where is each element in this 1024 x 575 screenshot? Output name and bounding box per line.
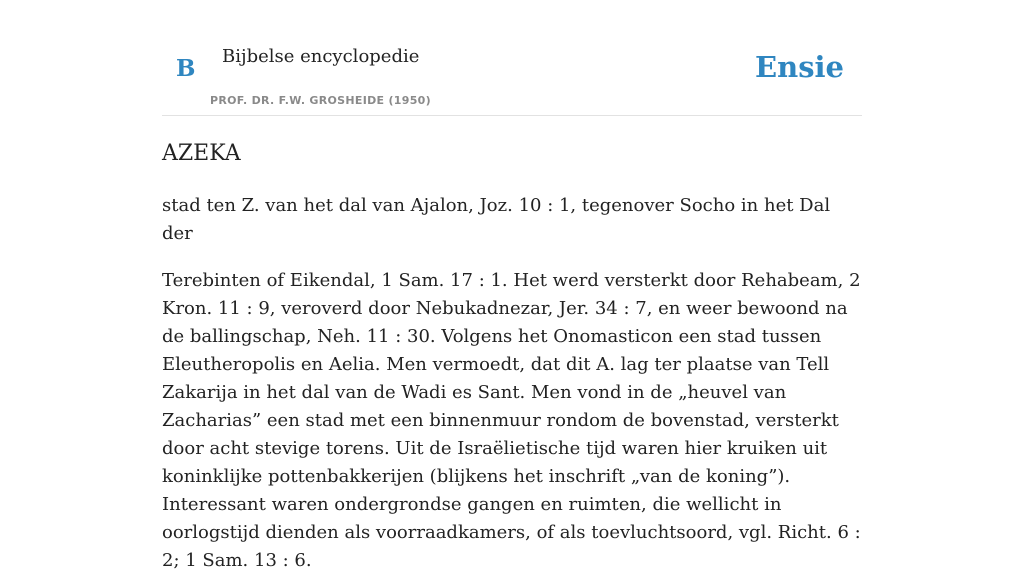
brand-logo[interactable]: Ensie [755,50,844,84]
article-paragraph: stad ten Z. van het dal van Ajalon, Joz. 10 : 1, tegenover Socho in het Dal der [162,195,831,244]
article-paragraph: Terebinten of Eikendal, 1 Sam. 17 : 1. Het werd versterkt door Rehabeam, 2 Kron. 11 : 9, veroverd door Nebukadnezar, Jer. 34 : 7, en weer bewoond na de ballingschap, Neh. 11 : 30. Volgens het Onomasticon een stad tussen Eleutheropolis en Aelia. Men vermoedt, dat dit A. lag ter plaatse van Tell Zakarija in het dal van de Wadi es Sant. Men vond in de „heuvel van Zacharias” een stad met een binnenmuur rondom de bovenstad, versterkt door acht stevige torens. Uit de Israëlietische tijd waren hier kruiken uit koninklijke pottenbakkerijen (blijkens het inschrift „van de koning”). Interessant waren ondergrondse gangen en ruimten, die wellicht in oorlogstijd dienden als voorraadkamers, of als toevluchtsoord, vgl. Richt. 6 : 2; 1 Sam. 13 : 6. [162,270,861,571]
book-logo[interactable]: B [176,55,196,82]
article-title: AZEKA [162,141,241,166]
header [162,0,862,116]
article [162,138,862,575]
book-title[interactable]: Bijbelse encyclopedie [222,46,420,67]
book-author: PROF. DR. F.W. GROSHEIDE (1950) [210,94,431,107]
